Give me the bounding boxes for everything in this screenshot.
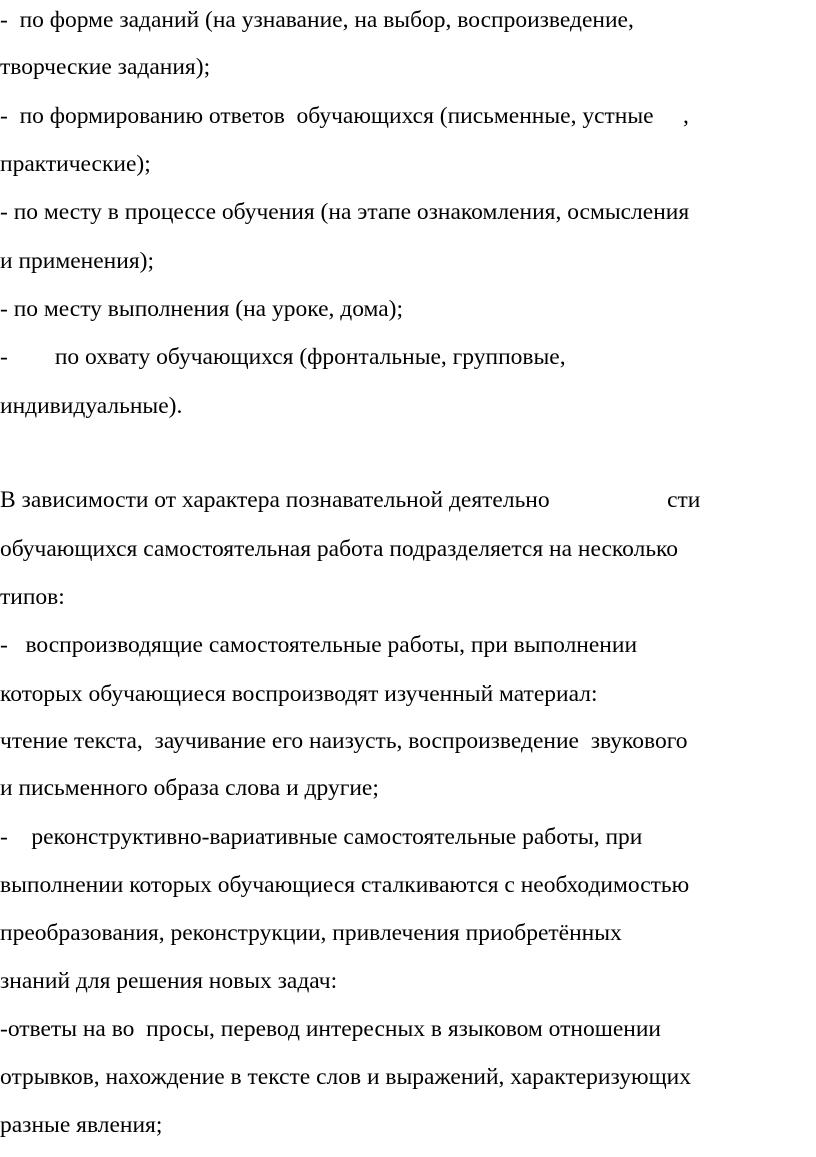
text-line: - по формированию ответов обучающихся (письменные, устные , — [0, 103, 689, 129]
text-line: преобразования, реконструкции, привлечения приобретённых — [0, 920, 622, 946]
text-line: выполнении которых обучающиеся сталкиваются с необходимостью — [0, 872, 690, 898]
text-line: которых обучающиеся воспроизводят изученный материал: — [0, 681, 598, 707]
text-line: разные явления; — [0, 1112, 163, 1138]
text-line: и применения); — [0, 248, 154, 274]
text-line: чтение текста, заучивание его наизусть, воспроизведение звукового — [0, 728, 688, 754]
text-line: - воспроизводящие самостоятельные работы, при выполнении — [0, 632, 638, 658]
text-line: творческие задания); — [0, 54, 211, 80]
text-line: практические); — [0, 151, 151, 177]
text-line: -ответы на во просы, перевод интересных в языковом отношении — [0, 1016, 661, 1042]
text-line: - по охвату обучающихся (фронтальные, групповые, — [0, 344, 566, 370]
text-line: - по месту в процессе обучения (на этапе ознакомления, осмысления — [0, 199, 690, 225]
text-line: В зависимости от характера познавательной деятельно сти — [0, 487, 701, 513]
text-line: - реконструктивно-вариативные самостоятельные работы, при — [0, 824, 643, 850]
text-line: - по месту выполнения (на уроке, дома); — [0, 296, 403, 322]
text-line: обучающихся самостоятельная работа подразделяется на несколько — [0, 536, 679, 562]
text-line: - по форме заданий (на узнавание, на выбор, воспроизведение, — [0, 7, 634, 33]
text-line: отрывков, нахождение в тексте слов и выражений, характеризующих — [0, 1064, 692, 1090]
text-line: и письменного образа слова и другие; — [0, 775, 379, 801]
text-line: знаний для решения новых задач: — [0, 968, 338, 994]
text-line: индивидуальные). — [0, 393, 183, 419]
text-line: типов: — [0, 584, 65, 610]
